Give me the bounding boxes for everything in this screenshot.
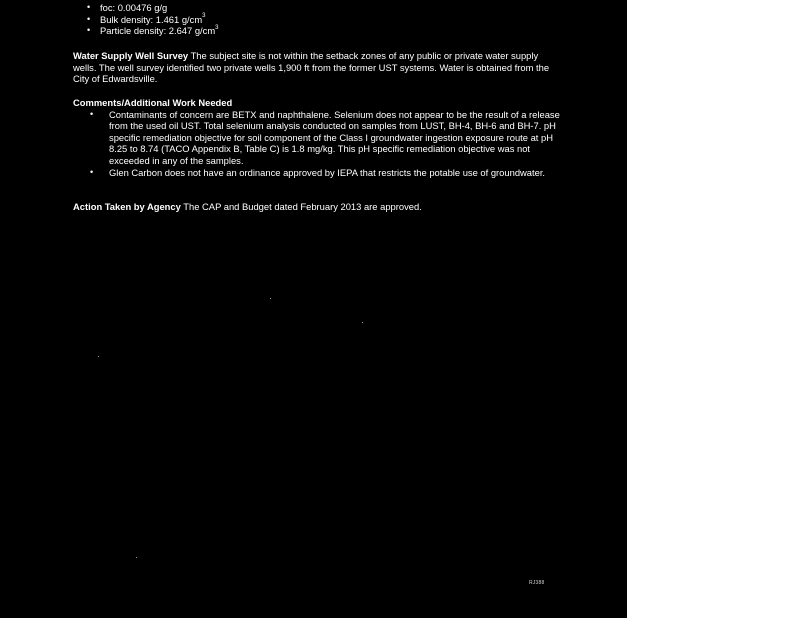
scan-speck	[98, 356, 99, 357]
well-survey-heading: Water Supply Well Survey	[73, 50, 189, 61]
comment-item-contaminants: • Contaminants of concern are BETX and naphthalene. Selenium does not appear to be the result of a release from the used oil UST. Total selenium analysis conducted on samples from LUST, BH-4, BH-6 and BH-7. pH specific remediation objective for soil component of the Class I groundwater ingestion exposure route at pH 8.25 to 8.74 (TACO Appendix B, Table C) is 1.8 mg/kg. This pH specific remediation objective was not exceeded in any of the samples.	[73, 109, 561, 167]
scan-speck	[270, 298, 271, 299]
agency-action-heading: Action Taken by Agency	[73, 201, 181, 212]
well-survey-text: The subject site is not within the setback zones of any public or private water supply wells. The well survey identified two private wells 1,900 ft from the former UST systems. Water is obtained from the City of Edwardsville.	[73, 50, 550, 85]
comment-item-ordinance: • Glen Carbon does not have an ordinance approved by IEPA that restricts the potable use of groundwater.	[73, 167, 561, 179]
comments-heading: Comments/Additional Work Needed	[73, 97, 233, 108]
soil-property-bulk-density: • Bulk density: 1.461 $g/cm^3$	[87, 14, 219, 26]
soil-property-particle-density: • Particle density: 2.647 $g/cm^3$	[87, 25, 219, 37]
soil-properties-list	[87, 2, 219, 37]
well-survey-section	[73, 50, 561, 85]
agency-action-text: The CAP and Budget dated February 2013 are approved.	[183, 201, 422, 212]
comments-section	[73, 97, 561, 178]
agency-action-section	[73, 201, 561, 213]
scan-speck	[136, 557, 137, 558]
soil-property-foc: • foc: 0.00476 g/g	[87, 2, 219, 14]
page-mark: RJ388	[529, 580, 545, 586]
comments-list	[73, 109, 561, 179]
scan-speck	[362, 322, 363, 323]
